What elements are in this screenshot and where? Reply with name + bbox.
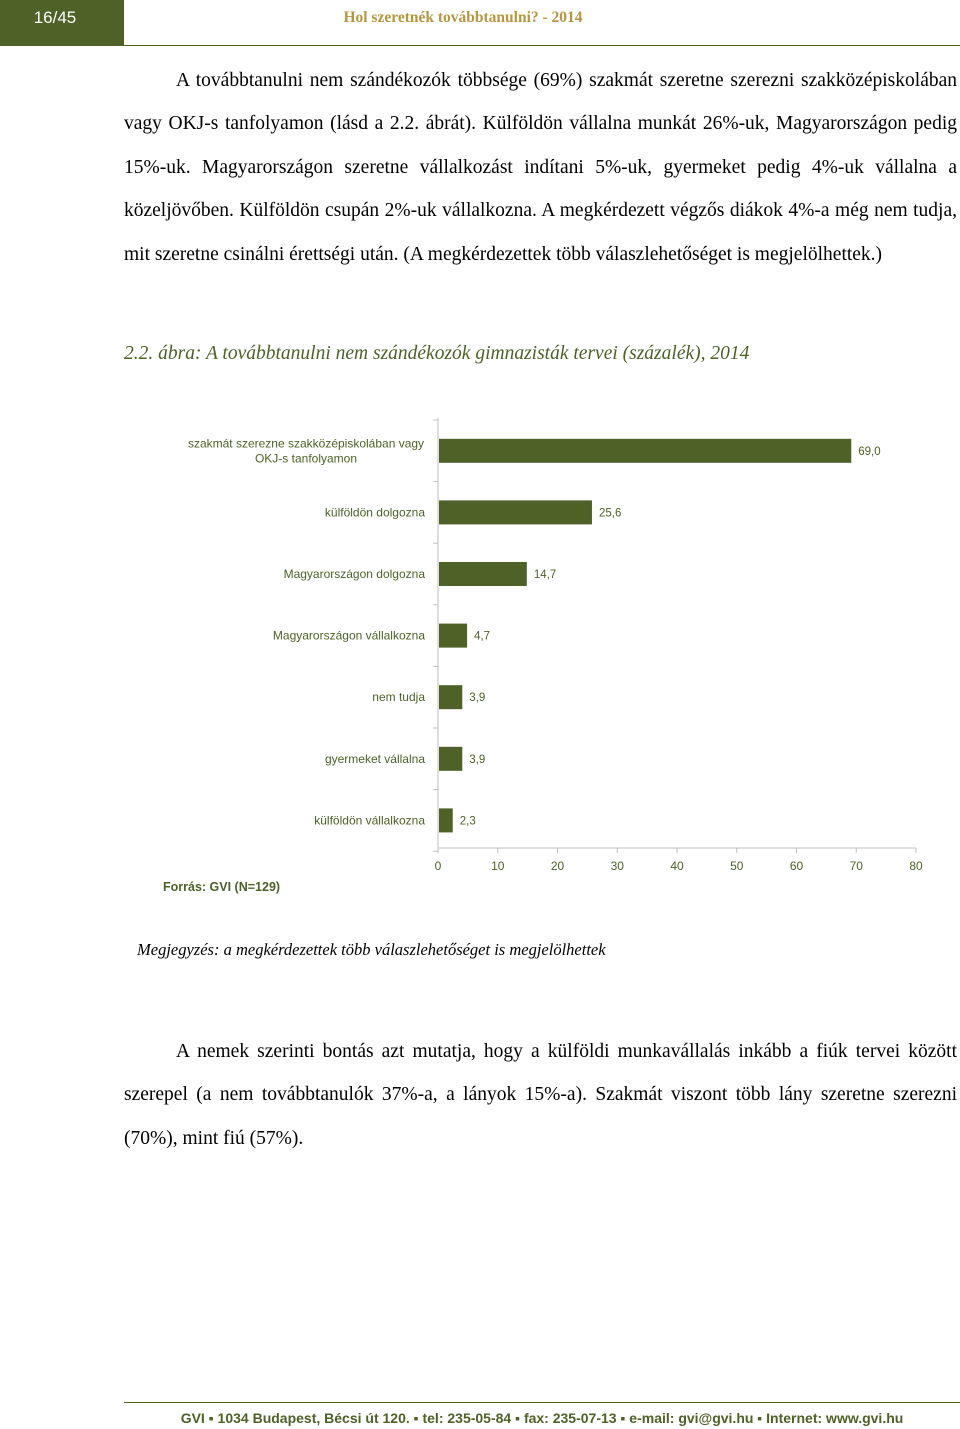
bar [439, 747, 462, 771]
outro-paragraph [124, 1030, 957, 1160]
intro-paragraph [124, 59, 957, 276]
footer-contact: GVI ▪ 1034 Budapest, Bécsi út 120. ▪ tel: 235-05-84 ▪ fax: 235-07-13 ▪ e-mail: gvi@gvi.hu ▪ Internet: www.gvi.hu [180, 1410, 904, 1426]
x-tick-label: 40 [670, 859, 684, 873]
category-label: szakmát szerezne szakközépiskolában vagy [187, 436, 425, 451]
intro-paragraph-text: A továbbtanulni nem szándékozók többsége (69%) szakmát szeretne szerezni szakközépiskolában vagy OKJ-s tanfolyamon (lásd a 2.2. ábrát). Külföldön vállalna munkát 26%-uk, Magyarországon pedig 15%-uk. Magyarországon szeretne vállalkozást indítani 5%-uk, gyermeket pedig 4%-uk vállalna a közeljövőben. Külföldön csupán 2%-uk vállalkozna. A megkérdezett végzős diákok 4%-a még nem tudja, mit szeretne csinálni érettségi után. (A megkérdezettek több válaszlehetőséget is megjelölhettek.) [124, 70, 957, 265]
page-number-badge [0, 0, 124, 46]
footer-divider [124, 1402, 960, 1403]
x-tick-label: 10 [491, 859, 505, 873]
page-number: 16/45 [33, 8, 77, 27]
category-label: gyermeket vállalna [324, 751, 425, 766]
bar [439, 562, 527, 586]
bar-value-label: 4,7 [474, 630, 491, 643]
bar [439, 685, 462, 709]
outro-paragraph-text: A nemek szerinti bontás azt mutatja, hogy a külföldi munkavállalás inkább a fiúk tervei között szerepel (a nem továbbtanulók 37%-a, a lányok 15%-a). Szakmát viszont több lány szeretne szerezni (70%), mint fiú (57%). [124, 1041, 957, 1149]
bar [439, 808, 453, 832]
x-tick-label: 70 [849, 859, 863, 873]
running-header-title: Hol szeretnék továbbtanulni? - 2014 [343, 9, 583, 26]
bar-value-label: 3,9 [469, 692, 486, 705]
bar-value-label: 3,9 [469, 753, 486, 766]
category-label: külföldön vállalkozna [314, 813, 425, 828]
x-tick-label: 0 [434, 859, 442, 873]
figure-note: Megjegyzés: a megkérdezettek több válaszlehetőséget is megjelölhettek [137, 940, 606, 959]
category-label: külföldön dolgozna [324, 505, 425, 520]
x-tick-label: 50 [730, 859, 744, 873]
x-tick-label: 20 [550, 859, 565, 873]
x-tick-label: 60 [789, 859, 804, 873]
x-tick-label: 30 [610, 859, 624, 873]
bar-value-label: 2,3 [459, 815, 476, 828]
bar-value-label: 69,0 [858, 445, 881, 458]
category-label: Magyarországon vállalkozna [272, 628, 425, 643]
bar [439, 624, 467, 648]
figure-caption: 2.2. ábra: A továbbtanulni nem szándékozók gimnazisták tervei (százalék), 2014 [124, 343, 750, 364]
bar-chart [0, 400, 960, 890]
figure-source: Forrás: GVI (N=129) [163, 880, 281, 894]
category-label: nem tudja [372, 690, 425, 705]
category-label: OKJ-s tanfolyamon [254, 451, 358, 466]
header-divider [124, 45, 960, 46]
x-tick-label: 80 [909, 859, 923, 873]
bar-value-label: 14,7 [533, 569, 557, 581]
bar-value-label: 25,6 [598, 507, 622, 520]
category-label: Magyarországon dolgozna [283, 567, 425, 581]
bar [439, 439, 851, 463]
bar [439, 500, 592, 524]
